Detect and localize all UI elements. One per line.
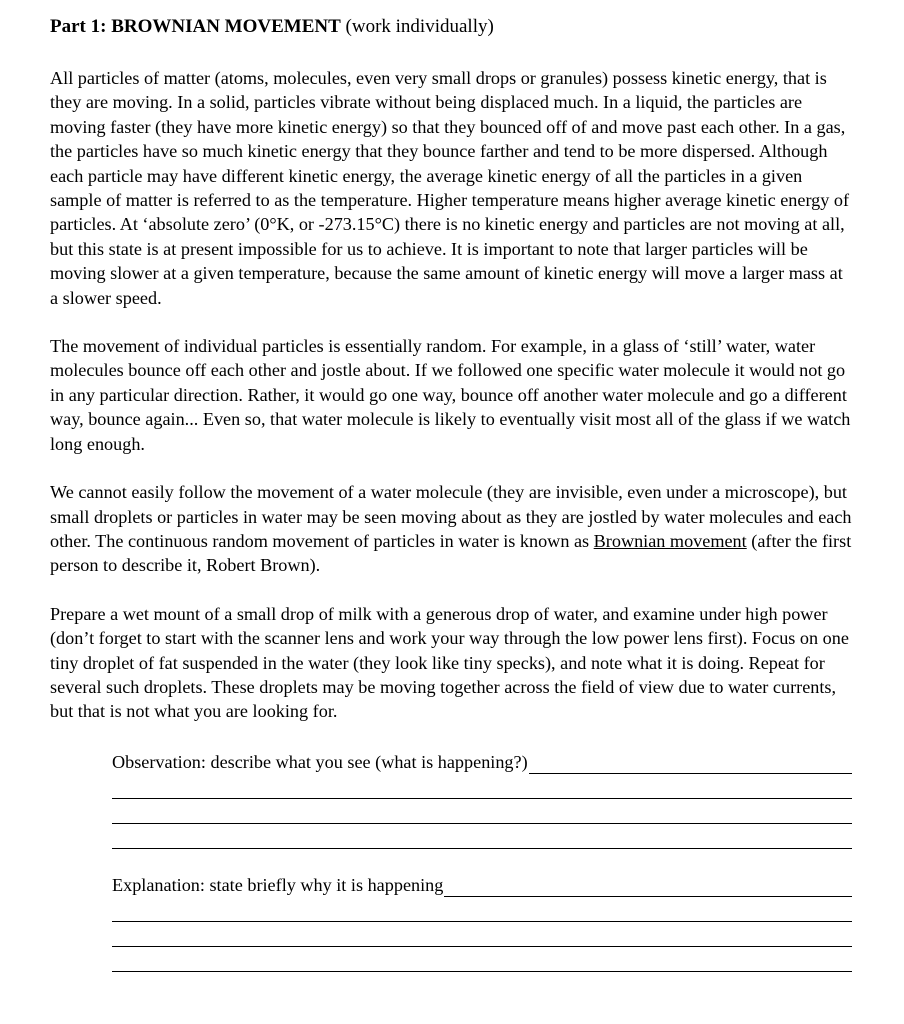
brownian-text-after: (after the first person to describe it, Robert Brown). — [50, 530, 852, 576]
observation-prompt-line — [112, 748, 852, 774]
explanation-answer-line-2[interactable] — [112, 897, 852, 922]
section-title: Part 1: BROWNIAN MOVEMENT — [50, 16, 341, 37]
worksheet-page — [50, 14, 860, 972]
paragraph-brownian-definition — [50, 480, 854, 578]
explanation-answer-line-1[interactable] — [444, 877, 852, 897]
paragraph-procedure: Prepare a wet mount of a small drop of milk with a generous drop of water, and examine under high power (don’t forget to start with the scanner lens and work your way through the low power lens first). Focus on one tiny droplet of fat suspended in the water (they look like tiny specks), and note what it is doing. Repeat for several such droplets. These droplets may be moving together across the field of view due to water currents, but that is not what you are looking for. — [50, 603, 849, 722]
explanation-answer-line-3[interactable] — [112, 922, 852, 947]
explanation-prompt: Explanation: state briefly why it is happening — [112, 874, 444, 895]
observation-answer-line-2[interactable] — [112, 774, 852, 799]
explanation-prompt-line — [112, 871, 852, 897]
observation-answer-line-1[interactable] — [529, 754, 852, 774]
paragraph-kinetic-energy: All particles of matter (atoms, molecules, even very small drops or granules) possess kinetic energy, that is they are moving. In a solid, particles vibrate without being displaced much. In a liquid, the particles are moving faster (they have more kinetic energy) so that they bounced off of and move past each other. In a gas, the particles have so much kinetic energy that they bounce farther and tend to be more dispersed. Although each particle may have different kinetic energy, the average kinetic energy of all the particles in a given sample of matter is referred to as the temperature. Higher temperature means higher average kinetic energy of particles. At ‘absolute zero’ (0°K, or -273.15°C) there is no kinetic energy and particles are not moving at all, but this state is at present impossible for us to achieve. It is important to note that larger particles will be moving slower at a given temperature, because the same amount of kinetic energy will move a larger mass at a slower speed. — [50, 68, 850, 308]
brownian-term: Brownian movement — [593, 530, 747, 551]
brownian-text-before: We cannot easily follow the movement of a water molecule (they are invisible, even under a microscope), but small droplets or particles in water may be seen moving about as they are jostled by water molecules and each other. The continuous random movement of particles in water is known as — [50, 482, 852, 551]
observation-answer-line-4[interactable] — [112, 824, 852, 849]
observation-answer-line-3[interactable] — [112, 799, 852, 824]
observation-answer-area — [112, 748, 852, 849]
section-heading — [50, 14, 860, 40]
explanation-answer-line-4[interactable] — [112, 947, 852, 972]
observation-prompt: Observation: describe what you see (what is happening?) — [112, 751, 528, 772]
explanation-answer-area — [112, 871, 852, 972]
section-subtitle: (work individually) — [340, 16, 494, 37]
paragraph-random-movement: The movement of individual particles is essentially random. For example, in a glass of ‘still’ water, water molecules bounce off each other and jostle about. If we followed one specific water molecule it would not go in any particular direction. Rather, it would go one way, bounce off another water molecule and go a different way, bounce again... Even so, that water molecule is likely to eventually visit most all of the glass if we watch long enough. — [50, 336, 851, 454]
